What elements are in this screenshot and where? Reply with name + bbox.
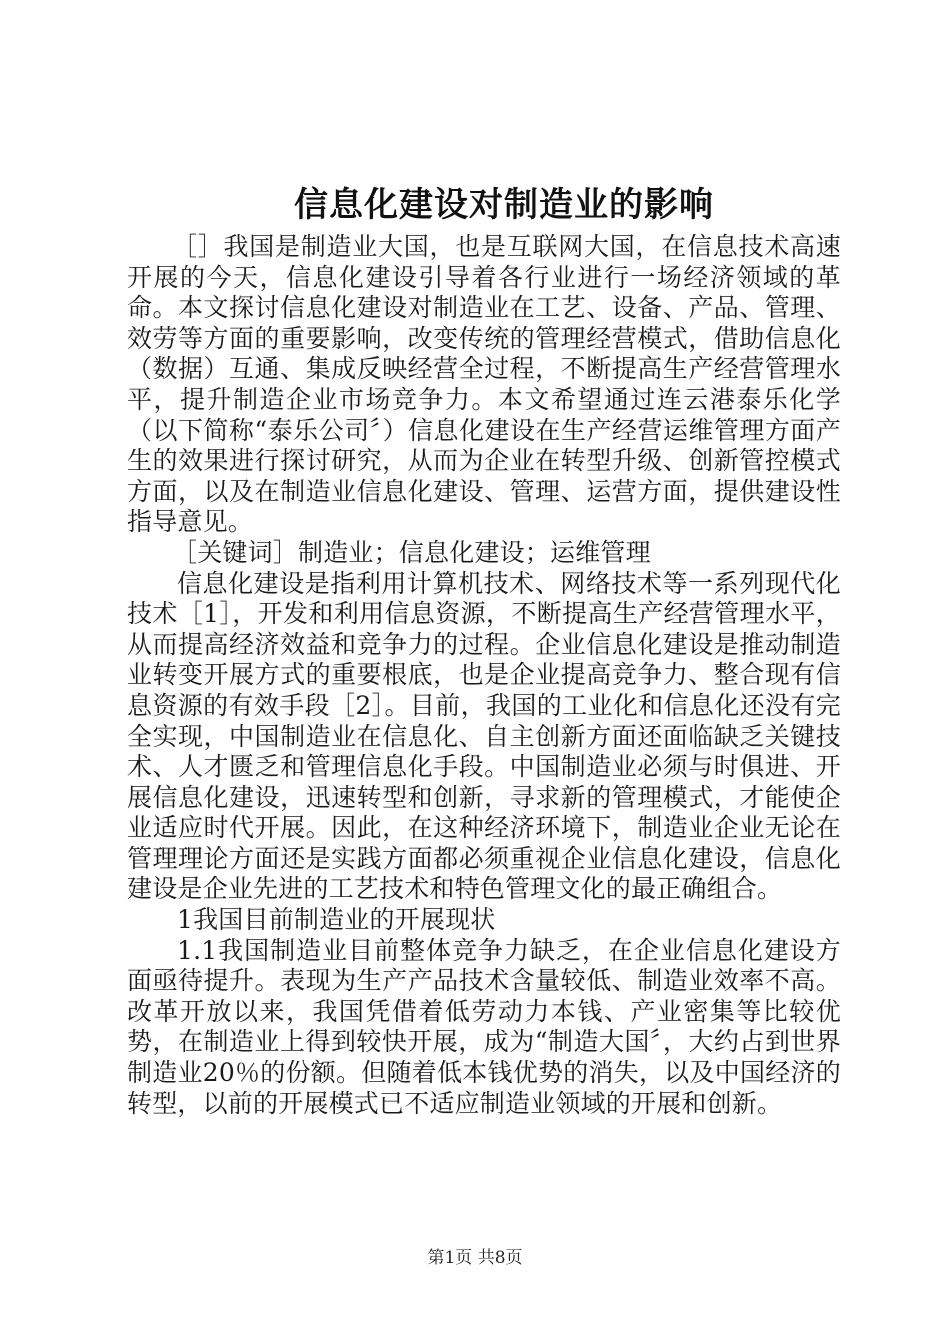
page-footer: 第1页 共8页 <box>427 1248 523 1268</box>
keywords-paragraph: ［关键词］制造业；信息化建设；运维管理 <box>172 537 651 567</box>
abstract-paragraph: ［］我国是制造业大国，也是互联网大国，在信息技术高速开展的今天，信息化建设引导着各行业进行一场经济领域的革命。本文探讨信息化建设对制造业在工艺、设备、产品、管理、效劳等方面的重要影响，改变传统的管理经营模式，借助信息化（数据）互通、集成反映经营全过程，不断提高生产经营管理水平，提升制造企业市场竞争力。本文希望通过连云港泰乐化学（以下简称“泰乐公司〞）信息化建设在生产经营运维管理方面产生的效果进行探讨研究，从而为企业在转型升级、创新管控模式方面，以及在制造业信息化建设、管理、运营方面，提供建设性指导意见。 <box>127 232 841 537</box>
section-1-1-paragraph: 1.1我国制造业目前整体竞争力缺乏，在企业信息化建设方面亟待提升。表现为生产产品技术含量较低、制造业效率不高。改革开放以来，我国凭借着低劳动力本钱、产业密集等比较优势，在制造业上得到较快开展，成为“制造大国〞，大约占到世界制造业20％的份额。但随着低本钱优势的消失，以及中国经济的转型，以前的开展模式已不适应制造业领域的开展和创新。 <box>127 935 841 1118</box>
document-title: 信息化建设对制造业的影响 <box>294 185 714 225</box>
document-page <box>127 180 841 1119</box>
intro-paragraph: 信息化建设是指利用计算机技术、网络技术等一系列现代化技术［1］，开发和利用信息资源，不断提高生产经营管理水平，从而提高经济效益和竞争力的过程。企业信息化建设是推动制造业转变开展方式的重要根底，也是企业提高竞争力、整合现有信息资源的有效手段［2］。目前，我国的工业化和信息化还没有完全实现，中国制造业在信息化、自主创新方面还面临缺乏关键技术、人才匮乏和管理信息化手段。中国制造业必须与时俱进、开展信息化建设，迅速转型和创新，寻求新的管理模式，才能使企业适应时代开展。因此，在这种经济环境下，制造业企业无论在管理理论方面还是实践方面都必须重视企业信息化建设，信息化建设是企业先进的工艺技术和特色管理文化的最正确组合。 <box>127 568 841 904</box>
section-heading: 1我国目前制造业的开展现状 <box>177 905 496 935</box>
